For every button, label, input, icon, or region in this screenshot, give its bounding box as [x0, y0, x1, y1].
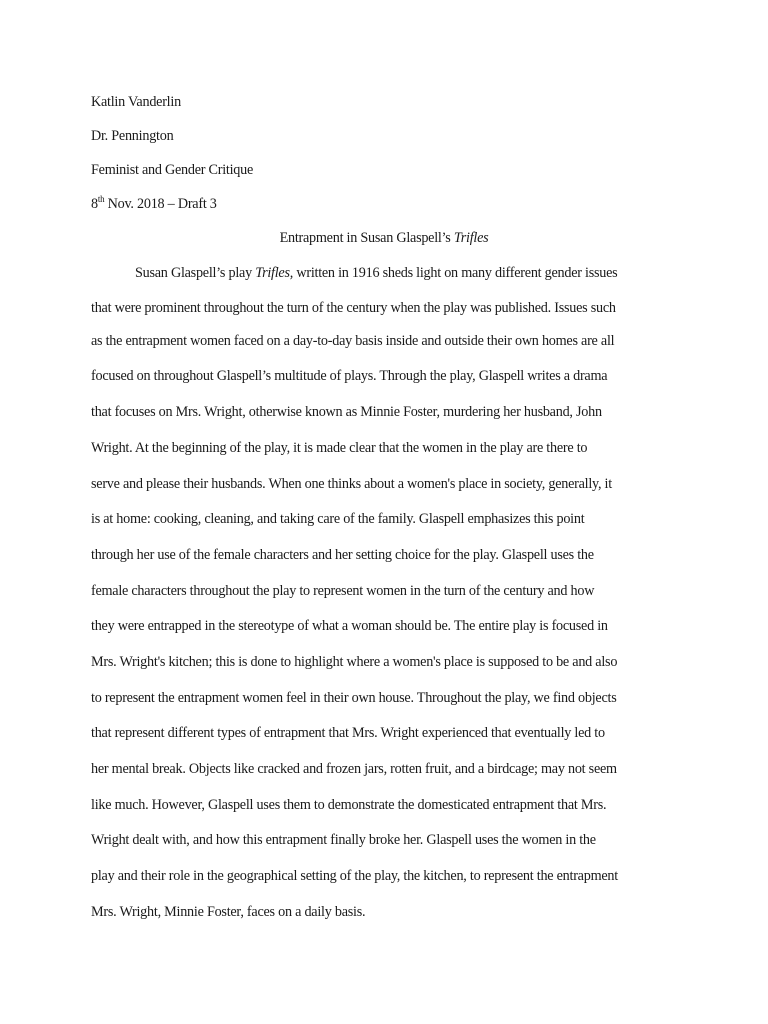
paragraph-line: through her use of the female characters and her setting choice for the play. Glaspell uses the — [91, 547, 594, 563]
paragraph-line: Mrs. Wright, Minnie Foster, faces on a daily basis. — [91, 904, 366, 920]
title-italic: Trifles — [453, 230, 489, 246]
paragraph-line: focused on throughout Glaspell’s multitude of plays. Through the play, Glaspell writes a drama — [91, 368, 608, 384]
course-name: Feminist and Gender Critique — [91, 162, 254, 178]
paragraph-line: like much. However, Glaspell uses them to demonstrate the domesticated entrapment that Mrs. — [91, 797, 607, 813]
instructor-name: Dr. Pennington — [91, 128, 174, 144]
first-line-prefix: Susan Glaspell’s play — [135, 265, 256, 281]
paragraph-line: they were entrapped in the stereotype of what a woman should be. The entire play is focused in — [91, 618, 608, 634]
title-prefix: Entrapment in Susan Glaspell’s — [279, 230, 454, 246]
date-line — [91, 196, 217, 213]
paragraph-line: serve and please their husbands. When one thinks about a women's place in society, generally, it — [91, 476, 612, 492]
paragraph-line: Mrs. Wright's kitchen; this is done to highlight where a women's place is supposed to be and also — [91, 654, 618, 670]
date-day: 8 — [91, 196, 98, 212]
paragraph-line: as the entrapment women faced on a day-to-day basis inside and outside their own homes are all — [91, 333, 615, 349]
paragraph-first-line — [135, 265, 617, 282]
paragraph-line: that represent different types of entrapment that Mrs. Wright experienced that eventually led to — [91, 725, 605, 741]
date-rest: Nov. 2018 – Draft 3 — [104, 196, 217, 212]
paragraph-line: female characters throughout the play to represent women in the turn of the century and how — [91, 583, 595, 599]
paragraph-line: Wright. At the beginning of the play, it is made clear that the women in the play are there to — [91, 440, 588, 456]
paragraph-line: Wright dealt with, and how this entrapment finally broke her. Glaspell uses the women in the — [91, 832, 596, 848]
first-line-italic: Trifles, — [255, 265, 294, 281]
first-line-suffix: written in 1916 sheds light on many different gender issues — [293, 265, 618, 281]
paragraph-line: that focuses on Mrs. Wright, otherwise known as Minnie Foster, murdering her husband, John — [91, 404, 602, 420]
paragraph-line: her mental break. Objects like cracked and frozen jars, rotten fruit, and a birdcage; may not seem — [91, 761, 617, 777]
paragraph-line: is at home: cooking, cleaning, and taking care of the family. Glaspell emphasizes this point — [91, 511, 585, 527]
paragraph-line: to represent the entrapment women feel in their own house. Throughout the play, we find objects — [91, 690, 617, 706]
date-suffix: th — [97, 194, 105, 204]
paragraph-line: that were prominent throughout the turn of the century when the play was published. Issues such — [91, 300, 616, 316]
essay-title — [0, 230, 768, 247]
paragraph-line: play and their role in the geographical setting of the play, the kitchen, to represent the entrapment — [91, 868, 618, 884]
author-name: Katlin Vanderlin — [91, 94, 181, 110]
